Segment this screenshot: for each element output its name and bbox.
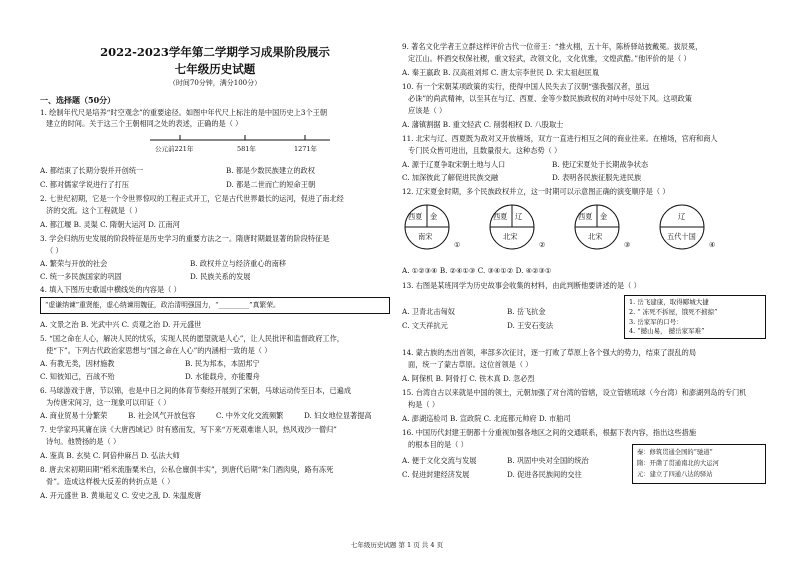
question-2-line1: 2. 七世纪初期，它是一个令世界惊叹的工程正式开工，它是古代世界最长的运河，促进了南北经 <box>40 194 344 203</box>
d1-bottom: 南宋 <box>418 232 433 241</box>
d4-top: 辽 <box>678 212 686 221</box>
question-3-line1: 3. 学会归纳历史发展的阶段特征是历史学习的重要方法之一。隋唐时期最显著的阶段特征是 <box>40 234 330 243</box>
d1-top-left: 西夏 <box>408 212 423 221</box>
q2-options[interactable]: A. 都江堰 B. 灵渠 C. 隋朝大运河 D. 江南河 <box>40 220 180 229</box>
question-15-line2: 构是（ ） <box>408 400 440 409</box>
q10-options[interactable]: A. 藩镇割据 B. 重文轻武 C. 削弱相权 D. 八股取士 <box>402 120 564 129</box>
d1-top-right: 金 <box>430 212 438 221</box>
q1-option-c[interactable]: C. 都对儒家学说进行了打压 <box>40 180 129 189</box>
q11-option-b[interactable]: B. 使辽宋夏处于长期战争状态 <box>552 160 649 169</box>
box16-line2: 隋：开凿了贯通南北的大运河 <box>637 460 719 467</box>
box13-line1: 1. 岳飞建康，取得郾城大捷 <box>629 298 709 306</box>
q15-options[interactable]: A. 澎湖巡检司 B. 宣政院 C. 北庭都元帅府 D. 市舶司 <box>402 414 571 423</box>
q13-option-a[interactable]: A. 卫青北击匈奴 <box>402 307 455 316</box>
question-11-line1: 11. 北宋与辽、西夏既为敌对又开放榷场，双方一直进行相互之间的商业往来。在榷场，官府和商人 <box>402 134 718 143</box>
box13-line3: 3. 岳家军的口号： <box>629 318 683 326</box>
question-8-line2: 骨”。造成这样极大反差的转折点是（ ） <box>46 477 175 486</box>
q3-option-a[interactable]: A. 繁荣与开放的社会 <box>40 259 108 268</box>
q16-option-b[interactable]: B. 巩固中央对全国的统治 <box>507 456 589 465</box>
question-1-line1: 1. 绘制年代尺是培养“时空观念”的重要途径。如图中年代尺上标注的是中国历史上3个王朝 <box>40 108 328 117</box>
exam-subtitle: 七年级历史试题 <box>174 62 256 76</box>
q4-verse-text: “虚谦纳谏”重贤能，虚心纳谏用魏征，政治清明强国力，“_________”真繁荣。 <box>45 301 280 309</box>
question-10-line1: 10. 有一个宋朝某项政策的实行，使得中国人民失去了汉朝“强我强汉者，虽远 <box>402 82 650 91</box>
q1-option-b[interactable]: B. 都是少数民族建立的政权 <box>226 166 315 175</box>
d1-number: ① <box>454 240 461 249</box>
question-6-line1: 6. 马球游戏于唐，节以锦，也是中日之间的体育节奏经开展到了宋朝，马球运动传至日本，已遍成 <box>40 386 352 395</box>
q16-option-a[interactable]: A. 便于文化交流与发展 <box>402 456 477 465</box>
question-9-line1: 9. 著名文化学者王立群这样评价古代一位帝王：“推火栩，五十年，陈桥驿站披戴冕。拔辰冕， <box>402 42 703 51</box>
left-column <box>40 0 390 530</box>
q11-option-c[interactable]: C. 加深彼此了解促进民族交融 <box>402 173 499 182</box>
q1-option-a[interactable]: A. 都结束了长期分裂并开创统一 <box>40 166 144 175</box>
q13-option-c[interactable]: C. 文天祥抗元 <box>402 321 448 330</box>
q16-option-c[interactable]: C. 促进封建经济发展 <box>402 470 470 479</box>
question-5-line2: 使“下”。下列古代政治家思想与“国之命在人心”的内涵相一致的是（ ） <box>46 346 272 355</box>
question-14-line2: 面，统一了蒙古草原。这位首领是（ ） <box>408 360 533 369</box>
box16-line1: 秦：修筑贯通全国的“驰道” <box>637 449 713 456</box>
timeline-label-3: 1271年 <box>294 145 318 153</box>
q11-option-d[interactable]: D. 表明各民族征服先进民族 <box>552 173 642 182</box>
d4-number: ④ <box>709 240 716 249</box>
d3-number: ③ <box>624 240 631 249</box>
d4-bottom: 五代十国 <box>667 232 696 241</box>
q3-option-d[interactable]: D. 民族关系的发展 <box>190 272 251 281</box>
d3-top-left: 西夏 <box>578 212 593 221</box>
exam-time-note: （时间70分钟，满分100分） <box>168 79 262 87</box>
q12-circle-diagrams <box>402 200 767 260</box>
timeline-label-1: 公元前221年 <box>155 145 194 153</box>
question-15-line1: 15. 台湾自古以来就是中国的领土，元朝加强了对台湾的管辖，设立管辖琉球（今台湾）和澎湖列岛的专门机 <box>402 388 747 397</box>
question-16-line1: 16. 中国历代封建王朝都十分重视加强各地区之间的交通联系，根据下表内容，指出这些措施 <box>402 428 697 437</box>
question-3-line2: （ ） <box>46 246 63 255</box>
q9-options[interactable]: A. 秦王嬴政 B. 汉高祖刘邦 C. 唐太宗李世民 D. 宋太祖赵匡胤 <box>402 68 600 77</box>
d2-top-left: 西夏 <box>493 212 508 221</box>
q3-option-c[interactable]: C. 统一多民族国家的巩固 <box>40 272 122 281</box>
q5-option-c[interactable]: C. 知彼知己，百战不殆 <box>40 372 115 381</box>
q12-options[interactable]: A. ①②③④ B. ②④①③ C. ③④①② D. ④②③① <box>402 266 552 275</box>
q1-option-d[interactable]: D. 都是二世而亡的短命王朝 <box>226 180 316 189</box>
q6-option-c[interactable]: C. 中外文化交流频繁 <box>216 411 284 420</box>
q13-option-d[interactable]: D. 王安石变法 <box>507 321 554 330</box>
q6-option-d[interactable]: D. 妇女地位显著提高 <box>304 411 372 420</box>
q8-options[interactable]: A. 开元盛世 B. 黄巢起义 C. 安史之乱 D. 朱温废唐 <box>40 491 202 500</box>
page-footer: 七年级历史试题 第 1 页 共 4 页 <box>350 541 444 549</box>
q6-option-b[interactable]: B. 社会风气开放包容 <box>128 411 196 420</box>
box16-line3: 元：建立了四通八达的驿站 <box>637 471 713 478</box>
q7-options[interactable]: A. 鉴真 B. 玄奘 C. 阿倍仲麻吕 D. 弘法大师 <box>40 451 180 460</box>
question-7-line2: 诗句。他赞扬的是（ ） <box>46 437 121 446</box>
question-1-line2: 建立的时间。关于这三个王朝相同之处的表述，正确的是（ ） <box>46 119 243 128</box>
d2-number: ② <box>539 240 546 249</box>
q5-option-b[interactable]: B. 民为邦本，本固邦宁 <box>185 359 260 368</box>
box13-line4: 4. “撼山易， 撼岳家军难” <box>629 327 705 335</box>
q4-verse-box <box>40 297 390 314</box>
q16-table-box <box>632 444 766 484</box>
q5-option-d[interactable]: D. 水能载舟，亦能覆舟 <box>185 372 260 381</box>
question-16-line2: 的根本目的是（ ） <box>408 440 468 449</box>
d3-bottom: 北宋 <box>588 232 603 241</box>
section-heading: 一、选择题（50分） <box>40 95 116 105</box>
question-9-line2: 定江山。杯酒交权保社稷，重文轻武，改领文化，文化优雅，文煌武酷。”他评价的是（ ） <box>408 54 691 63</box>
d3-top-right: 金 <box>600 212 608 221</box>
q16-option-d[interactable]: D. 促进各民族间的交往 <box>507 470 582 479</box>
question-8-line1: 8. 唐去宋初期田期“稻米流脂粟米白，公私仓廪俱丰实”，到唐代后期“朱门酒肉臭，路有冻死 <box>40 465 334 474</box>
q6-option-a[interactable]: A. 商业贸易十分繁荣 <box>40 411 108 420</box>
question-5-line1: 5. “国之命在人心，解决人民的忧乐，实现人民的愿望就是人心”，让人民批评和监督政府工作， <box>40 334 344 343</box>
timeline-label-2: 581年 <box>237 145 256 153</box>
q4-options[interactable]: A. 文景之治 B. 光武中兴 C. 贞观之治 D. 开元盛世 <box>40 320 202 329</box>
question-13: 13. 右图是某班同学为历史故事会收集的材料，由此判断他要讲述的是（ ） <box>402 281 641 290</box>
question-11-line2: 专门民众皆可进出，且数量很大。这种态势（ ） <box>408 146 562 155</box>
q14-options[interactable]: A. 阿保机 B. 阿骨打 C. 铁木真 D. 忽必烈 <box>402 374 535 383</box>
q11-option-a[interactable]: A. 源于辽夏争取宋朝土地与人口 <box>402 160 506 169</box>
q13-material-box <box>624 295 766 339</box>
question-12: 12. 辽宋夏金时期，多个民族政权并立，这一时期可以示意图正确的演变顺序是（ ） <box>402 187 670 196</box>
d2-bottom: 北宋 <box>503 232 518 241</box>
question-7-line1: 7. 史学家玛其庸在读《大唐西域记》时有感而发，写下来“万死艰难谁人识，热风戏沙一僧归” <box>40 425 337 434</box>
q13-option-b[interactable]: B. 岳飞抗金 <box>507 307 546 316</box>
right-column <box>402 0 767 530</box>
question-6-line2: 为传唐宋间习，这一现象可以印证（ ） <box>46 398 171 407</box>
d2-top-right: 辽 <box>515 212 523 221</box>
question-2-line2: 济的交流。这个工程就是（ ） <box>46 206 142 215</box>
question-10-line3: 应该是（ ） <box>408 106 447 115</box>
q3-option-b[interactable]: B. 政权并立与经济重心的南移 <box>190 259 287 268</box>
question-10-line2: 必诛”的尚武精神，以至其在与辽、西夏、金等少数民族政权的对峙中尽处下风。这项政策 <box>408 94 692 103</box>
question-14-line1: 14. 蒙古族的杰出首领，率部多次征讨，逐一打败了草原上各个强大的势力，结束了混乱的局 <box>402 348 697 357</box>
question-4: 4. 填入下图历史歌谣中横线处的内容是（ ） <box>40 285 181 294</box>
q5-option-a[interactable]: A. 有教无类，因材施教 <box>40 359 115 368</box>
exam-title: 2022-2023学年第二学期学习成果阶段展示 <box>100 45 330 59</box>
box13-line2: 2. “ 冻死不拆屋，饿死不掳掠” <box>629 308 718 316</box>
